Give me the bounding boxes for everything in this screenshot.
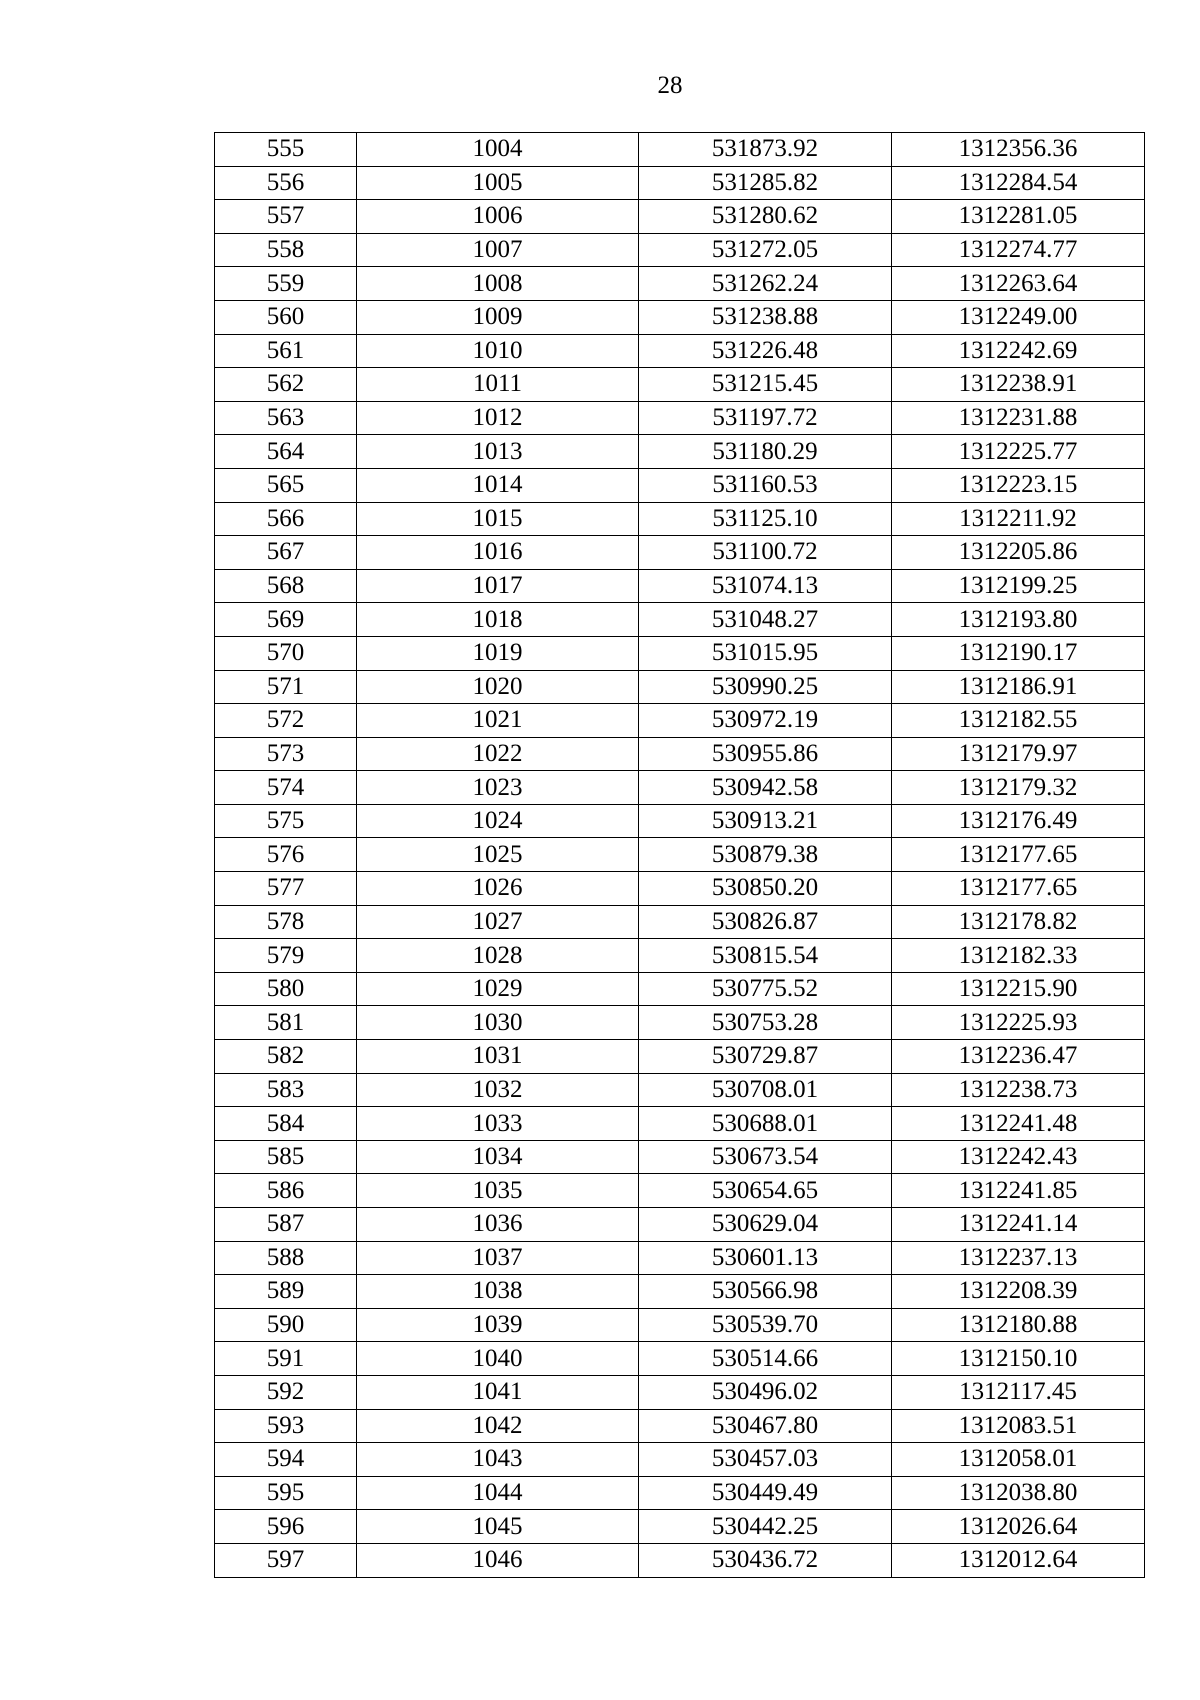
- x-coordinate-cell: 531262.24: [639, 267, 892, 301]
- row-number-cell: 570: [215, 636, 357, 670]
- row-number-cell: 583: [215, 1073, 357, 1107]
- y-coordinate-cell: 1312179.32: [892, 771, 1145, 805]
- point-number-cell: 1011: [357, 368, 639, 402]
- y-coordinate-cell: 1312176.49: [892, 804, 1145, 838]
- row-number-cell: 589: [215, 1275, 357, 1309]
- row-number-cell: 576: [215, 838, 357, 872]
- table-row: [215, 1476, 1145, 1510]
- table-row: [215, 200, 1145, 234]
- y-coordinate-cell: 1312179.97: [892, 737, 1145, 771]
- table-row: [215, 166, 1145, 200]
- x-coordinate-cell: 530708.01: [639, 1073, 892, 1107]
- row-number-cell: 563: [215, 401, 357, 435]
- x-coordinate-cell: 531048.27: [639, 603, 892, 637]
- table-row: [215, 1409, 1145, 1443]
- table-row: [215, 603, 1145, 637]
- table-row: [215, 838, 1145, 872]
- y-coordinate-cell: 1312231.88: [892, 401, 1145, 435]
- y-coordinate-cell: 1312058.01: [892, 1443, 1145, 1477]
- row-number-cell: 555: [215, 133, 357, 167]
- x-coordinate-cell: 530942.58: [639, 771, 892, 805]
- table-row: [215, 1073, 1145, 1107]
- y-coordinate-cell: 1312208.39: [892, 1275, 1145, 1309]
- point-number-cell: 1017: [357, 569, 639, 603]
- x-coordinate-cell: 531125.10: [639, 502, 892, 536]
- row-number-cell: 597: [215, 1543, 357, 1577]
- row-number-cell: 573: [215, 737, 357, 771]
- point-number-cell: 1009: [357, 300, 639, 334]
- table-row: [215, 704, 1145, 738]
- table-row: [215, 771, 1145, 805]
- y-coordinate-cell: 1312193.80: [892, 603, 1145, 637]
- y-coordinate-cell: 1312241.48: [892, 1107, 1145, 1141]
- y-coordinate-cell: 1312284.54: [892, 166, 1145, 200]
- point-number-cell: 1042: [357, 1409, 639, 1443]
- table-row: [215, 1140, 1145, 1174]
- row-number-cell: 557: [215, 200, 357, 234]
- row-number-cell: 577: [215, 872, 357, 906]
- y-coordinate-cell: 1312263.64: [892, 267, 1145, 301]
- row-number-cell: 585: [215, 1140, 357, 1174]
- table-row: [215, 569, 1145, 603]
- table-row: [215, 300, 1145, 334]
- x-coordinate-cell: 530673.54: [639, 1140, 892, 1174]
- x-coordinate-cell: 530654.65: [639, 1174, 892, 1208]
- point-number-cell: 1014: [357, 468, 639, 502]
- row-number-cell: 556: [215, 166, 357, 200]
- table-row: [215, 972, 1145, 1006]
- point-number-cell: 1018: [357, 603, 639, 637]
- point-number-cell: 1025: [357, 838, 639, 872]
- row-number-cell: 558: [215, 233, 357, 267]
- row-number-cell: 595: [215, 1476, 357, 1510]
- point-number-cell: 1006: [357, 200, 639, 234]
- point-number-cell: 1029: [357, 972, 639, 1006]
- y-coordinate-cell: 1312242.69: [892, 334, 1145, 368]
- row-number-cell: 561: [215, 334, 357, 368]
- table-row: [215, 1375, 1145, 1409]
- x-coordinate-cell: 530879.38: [639, 838, 892, 872]
- x-coordinate-cell: 531180.29: [639, 435, 892, 469]
- y-coordinate-cell: 1312177.65: [892, 838, 1145, 872]
- table-row: [215, 1342, 1145, 1376]
- x-coordinate-cell: 530514.66: [639, 1342, 892, 1376]
- y-coordinate-cell: 1312241.14: [892, 1208, 1145, 1242]
- x-coordinate-cell: 530566.98: [639, 1275, 892, 1309]
- table-row: [215, 1006, 1145, 1040]
- row-number-cell: 579: [215, 939, 357, 973]
- point-number-cell: 1028: [357, 939, 639, 973]
- x-coordinate-cell: 530449.49: [639, 1476, 892, 1510]
- y-coordinate-cell: 1312182.55: [892, 704, 1145, 738]
- x-coordinate-cell: 530539.70: [639, 1308, 892, 1342]
- point-number-cell: 1004: [357, 133, 639, 167]
- y-coordinate-cell: 1312199.25: [892, 569, 1145, 603]
- row-number-cell: 572: [215, 704, 357, 738]
- row-number-cell: 591: [215, 1342, 357, 1376]
- point-number-cell: 1015: [357, 502, 639, 536]
- x-coordinate-cell: 531015.95: [639, 636, 892, 670]
- y-coordinate-cell: 1312180.88: [892, 1308, 1145, 1342]
- x-coordinate-cell: 530629.04: [639, 1208, 892, 1242]
- x-coordinate-cell: 530601.13: [639, 1241, 892, 1275]
- point-number-cell: 1033: [357, 1107, 639, 1141]
- x-coordinate-cell: 531873.92: [639, 133, 892, 167]
- point-number-cell: 1013: [357, 435, 639, 469]
- table-row: [215, 233, 1145, 267]
- x-coordinate-cell: 530775.52: [639, 972, 892, 1006]
- y-coordinate-cell: 1312190.17: [892, 636, 1145, 670]
- x-coordinate-cell: 530990.25: [639, 670, 892, 704]
- point-number-cell: 1044: [357, 1476, 639, 1510]
- y-coordinate-cell: 1312274.77: [892, 233, 1145, 267]
- x-coordinate-cell: 531272.05: [639, 233, 892, 267]
- x-coordinate-cell: 530457.03: [639, 1443, 892, 1477]
- x-coordinate-cell: 530442.25: [639, 1510, 892, 1544]
- row-number-cell: 559: [215, 267, 357, 301]
- row-number-cell: 587: [215, 1208, 357, 1242]
- point-number-cell: 1021: [357, 704, 639, 738]
- x-coordinate-cell: 530729.87: [639, 1040, 892, 1074]
- y-coordinate-cell: 1312242.43: [892, 1140, 1145, 1174]
- row-number-cell: 586: [215, 1174, 357, 1208]
- y-coordinate-cell: 1312186.91: [892, 670, 1145, 704]
- point-number-cell: 1020: [357, 670, 639, 704]
- y-coordinate-cell: 1312225.93: [892, 1006, 1145, 1040]
- table-row: [215, 1174, 1145, 1208]
- point-number-cell: 1035: [357, 1174, 639, 1208]
- point-number-cell: 1043: [357, 1443, 639, 1477]
- x-coordinate-cell: 531100.72: [639, 536, 892, 570]
- point-number-cell: 1027: [357, 905, 639, 939]
- page-number: 28: [657, 72, 683, 99]
- x-coordinate-cell: 530753.28: [639, 1006, 892, 1040]
- y-coordinate-cell: 1312026.64: [892, 1510, 1145, 1544]
- table-row: [215, 1208, 1145, 1242]
- table-row: [215, 1543, 1145, 1577]
- table-row: [215, 804, 1145, 838]
- y-coordinate-cell: 1312238.91: [892, 368, 1145, 402]
- row-number-cell: 592: [215, 1375, 357, 1409]
- x-coordinate-cell: 530815.54: [639, 939, 892, 973]
- x-coordinate-cell: 530688.01: [639, 1107, 892, 1141]
- row-number-cell: 578: [215, 905, 357, 939]
- point-number-cell: 1016: [357, 536, 639, 570]
- row-number-cell: 575: [215, 804, 357, 838]
- x-coordinate-cell: 530850.20: [639, 872, 892, 906]
- row-number-cell: 584: [215, 1107, 357, 1141]
- coordinates-table: [214, 132, 1145, 1578]
- row-number-cell: 581: [215, 1006, 357, 1040]
- row-number-cell: 564: [215, 435, 357, 469]
- x-coordinate-cell: 530467.80: [639, 1409, 892, 1443]
- x-coordinate-cell: 531238.88: [639, 300, 892, 334]
- point-number-cell: 1039: [357, 1308, 639, 1342]
- row-number-cell: 590: [215, 1308, 357, 1342]
- y-coordinate-cell: 1312205.86: [892, 536, 1145, 570]
- table-row: [215, 1107, 1145, 1141]
- point-number-cell: 1026: [357, 872, 639, 906]
- y-coordinate-cell: 1312211.92: [892, 502, 1145, 536]
- x-coordinate-cell: 530496.02: [639, 1375, 892, 1409]
- table-row: [215, 1241, 1145, 1275]
- table-row: [215, 368, 1145, 402]
- y-coordinate-cell: 1312249.00: [892, 300, 1145, 334]
- point-number-cell: 1024: [357, 804, 639, 838]
- y-coordinate-cell: 1312182.33: [892, 939, 1145, 973]
- table-row: [215, 133, 1145, 167]
- x-coordinate-cell: 531285.82: [639, 166, 892, 200]
- table-row: [215, 1275, 1145, 1309]
- y-coordinate-cell: 1312178.82: [892, 905, 1145, 939]
- table-row: [215, 1040, 1145, 1074]
- point-number-cell: 1022: [357, 737, 639, 771]
- x-coordinate-cell: 531197.72: [639, 401, 892, 435]
- x-coordinate-cell: 530913.21: [639, 804, 892, 838]
- point-number-cell: 1010: [357, 334, 639, 368]
- point-number-cell: 1012: [357, 401, 639, 435]
- row-number-cell: 593: [215, 1409, 357, 1443]
- y-coordinate-cell: 1312236.47: [892, 1040, 1145, 1074]
- x-coordinate-cell: 530826.87: [639, 905, 892, 939]
- y-coordinate-cell: 1312117.45: [892, 1375, 1145, 1409]
- row-number-cell: 580: [215, 972, 357, 1006]
- y-coordinate-cell: 1312177.65: [892, 872, 1145, 906]
- point-number-cell: 1041: [357, 1375, 639, 1409]
- x-coordinate-cell: 530955.86: [639, 737, 892, 771]
- row-number-cell: 568: [215, 569, 357, 603]
- x-coordinate-cell: 531215.45: [639, 368, 892, 402]
- row-number-cell: 565: [215, 468, 357, 502]
- table-row: [215, 267, 1145, 301]
- point-number-cell: 1007: [357, 233, 639, 267]
- y-coordinate-cell: 1312225.77: [892, 435, 1145, 469]
- y-coordinate-cell: 1312012.64: [892, 1543, 1145, 1577]
- table-row: [215, 939, 1145, 973]
- table-row: [215, 872, 1145, 906]
- point-number-cell: 1019: [357, 636, 639, 670]
- y-coordinate-cell: 1312237.13: [892, 1241, 1145, 1275]
- point-number-cell: 1037: [357, 1241, 639, 1275]
- x-coordinate-cell: 531074.13: [639, 569, 892, 603]
- row-number-cell: 560: [215, 300, 357, 334]
- point-number-cell: 1023: [357, 771, 639, 805]
- table-row: [215, 468, 1145, 502]
- y-coordinate-cell: 1312083.51: [892, 1409, 1145, 1443]
- row-number-cell: 574: [215, 771, 357, 805]
- y-coordinate-cell: 1312215.90: [892, 972, 1145, 1006]
- table-row: [215, 334, 1145, 368]
- row-number-cell: 594: [215, 1443, 357, 1477]
- point-number-cell: 1034: [357, 1140, 639, 1174]
- y-coordinate-cell: 1312356.36: [892, 133, 1145, 167]
- table-row: [215, 435, 1145, 469]
- point-number-cell: 1040: [357, 1342, 639, 1376]
- y-coordinate-cell: 1312281.05: [892, 200, 1145, 234]
- point-number-cell: 1036: [357, 1208, 639, 1242]
- table-row: [215, 502, 1145, 536]
- point-number-cell: 1046: [357, 1543, 639, 1577]
- y-coordinate-cell: 1312238.73: [892, 1073, 1145, 1107]
- point-number-cell: 1045: [357, 1510, 639, 1544]
- x-coordinate-cell: 530972.19: [639, 704, 892, 738]
- table-row: [215, 636, 1145, 670]
- point-number-cell: 1038: [357, 1275, 639, 1309]
- x-coordinate-cell: 531160.53: [639, 468, 892, 502]
- row-number-cell: 566: [215, 502, 357, 536]
- row-number-cell: 582: [215, 1040, 357, 1074]
- row-number-cell: 588: [215, 1241, 357, 1275]
- table-row: [215, 905, 1145, 939]
- point-number-cell: 1031: [357, 1040, 639, 1074]
- x-coordinate-cell: 531226.48: [639, 334, 892, 368]
- row-number-cell: 571: [215, 670, 357, 704]
- row-number-cell: 569: [215, 603, 357, 637]
- table-row: [215, 1510, 1145, 1544]
- table-row: [215, 670, 1145, 704]
- x-coordinate-cell: 530436.72: [639, 1543, 892, 1577]
- table-row: [215, 1308, 1145, 1342]
- point-number-cell: 1030: [357, 1006, 639, 1040]
- y-coordinate-cell: 1312223.15: [892, 468, 1145, 502]
- point-number-cell: 1005: [357, 166, 639, 200]
- table-row: [215, 536, 1145, 570]
- y-coordinate-cell: 1312241.85: [892, 1174, 1145, 1208]
- row-number-cell: 567: [215, 536, 357, 570]
- y-coordinate-cell: 1312150.10: [892, 1342, 1145, 1376]
- table-row: [215, 737, 1145, 771]
- point-number-cell: 1008: [357, 267, 639, 301]
- table-body: [215, 133, 1145, 1578]
- row-number-cell: 562: [215, 368, 357, 402]
- table-row: [215, 401, 1145, 435]
- y-coordinate-cell: 1312038.80: [892, 1476, 1145, 1510]
- table-row: [215, 1443, 1145, 1477]
- x-coordinate-cell: 531280.62: [639, 200, 892, 234]
- point-number-cell: 1032: [357, 1073, 639, 1107]
- row-number-cell: 596: [215, 1510, 357, 1544]
